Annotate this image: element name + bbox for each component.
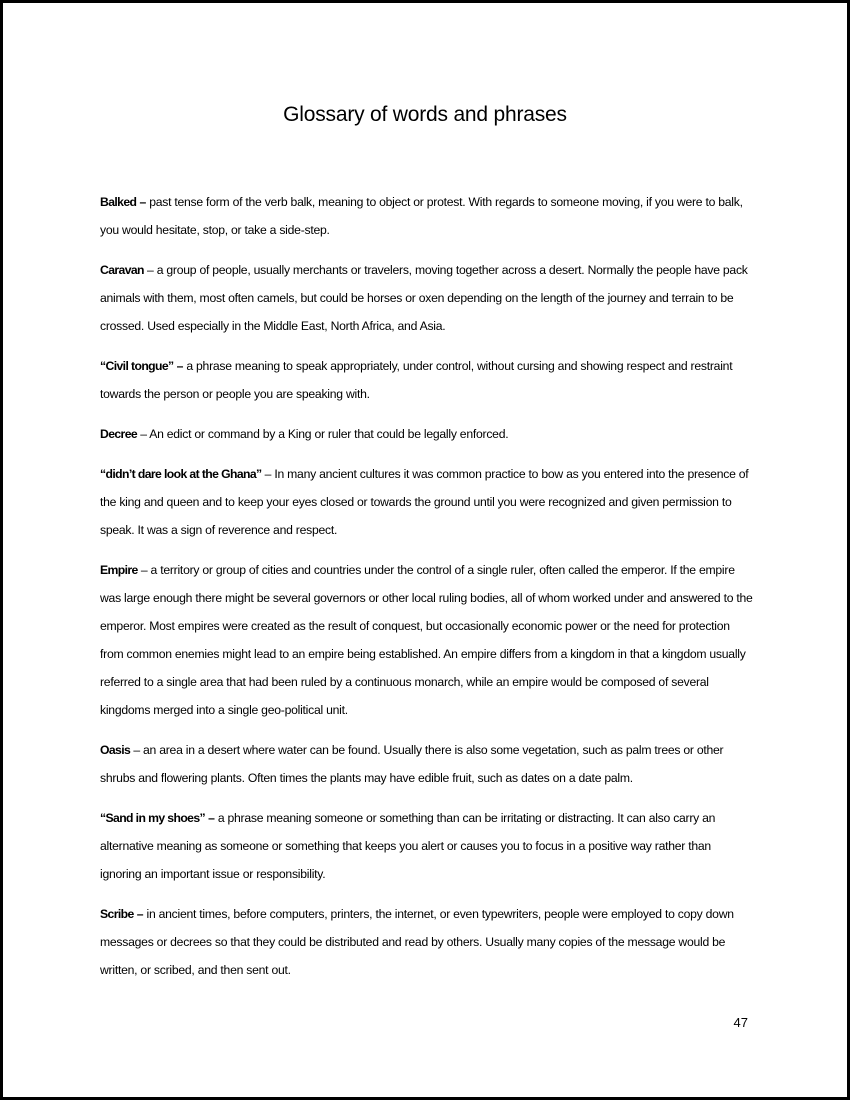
glossary-entry-decree	[100, 420, 754, 448]
term-separator: –	[143, 263, 157, 277]
glossary-term: “Civil tongue”	[100, 359, 174, 373]
glossary-entry-oasis	[100, 736, 754, 792]
glossary-entry-civil-tongue	[100, 352, 754, 408]
term-separator: –	[133, 907, 147, 921]
page-title: Glossary of words and phrases	[283, 103, 567, 126]
glossary-term: “Sand in my shoes”	[100, 811, 206, 825]
glossary-term: Balked	[100, 195, 137, 209]
glossary-definition: a phrase meaning someone or something than can be irritating or distracting. It can also carry an alternative meaning as someone or something that keeps you alert or causes you to focus in a positive way rather than ignoring an important issue or responsibility.	[100, 811, 716, 881]
term-separator: –	[136, 195, 150, 209]
glossary-definition: In many ancient cultures it was common practice to bow as you entered into the presence of the king and queen and to keep your eyes closed or towards the ground until you were recognized and given permission to speak. It was a sign of reverence and respect.	[100, 467, 749, 537]
glossary-definition: An edict or command by a King or ruler that could be legally enforced.	[149, 427, 509, 441]
term-separator: –	[137, 427, 150, 441]
glossary-entry-scribe	[100, 900, 754, 984]
glossary-term: Decree	[100, 427, 138, 441]
term-separator: –	[173, 359, 187, 373]
glossary-term: Caravan	[100, 263, 144, 277]
glossary-definition: in ancient times, before computers, printers, the internet, or even typewriters, people were employed to copy down messages or decrees so that they could be distributed and read by others. Usually many copies of the message would be written, or scribed, and then sent out.	[100, 907, 734, 977]
glossary-term: “didn’t dare look at the Ghana”	[100, 467, 262, 481]
term-separator: –	[130, 743, 144, 757]
glossary-entry-sand-in-my-shoes	[100, 804, 754, 888]
glossary-entry-empire	[100, 556, 754, 724]
glossary-entry-balked	[100, 188, 754, 244]
glossary-term: Oasis	[100, 743, 131, 757]
page-number: 47	[733, 1015, 748, 1030]
glossary-definition: a phrase meaning to speak appropriately, under control, without cursing and showing respect and restraint towards the person or people you are speaking with.	[100, 359, 733, 401]
glossary-definition: an area in a desert where water can be found. Usually there is also some vegetation, such as palm trees or other shrubs and flowering plants. Often times the plants may have edible fruit, such as dates on a date palm.	[100, 743, 724, 785]
glossary-definition: a group of people, usually merchants or travelers, moving together across a desert. Normally the people have pack animals with them, most often camels, but could be horses or oxen depending on the length of the journey and terrain to be crossed. Used especially in the Middle East, North Africa, and Asia.	[100, 263, 748, 333]
term-separator: –	[137, 563, 151, 577]
glossary-term: Empire	[100, 563, 138, 577]
glossary-list	[100, 188, 754, 996]
glossary-entry-caravan	[100, 256, 754, 340]
glossary-definition: a territory or group of cities and countries under the control of a single ruler, often called the emperor. If the empire was large enough there might be several governors or other local ruling bodies, all of whom worked under and answered to the emperor. Most empires were created as the result of conquest, but occasionally economic power or the need for protection from common enemies might lead to an empire being established. An empire differs from a kingdom in that a kingdom usually referred to a single area that had been ruled by a continuous monarch, while an empire would be composed of several kingdoms merged into a single geo-political unit.	[100, 563, 753, 717]
glossary-term: Scribe	[100, 907, 134, 921]
glossary-entry-ghana	[100, 460, 754, 544]
term-separator: –	[205, 811, 218, 825]
glossary-definition: past tense form of the verb balk, meaning to object or protest. With regards to someone moving, if you were to balk, you would hesitate, stop, or take a side-step.	[100, 195, 743, 237]
term-separator: –	[261, 467, 275, 481]
